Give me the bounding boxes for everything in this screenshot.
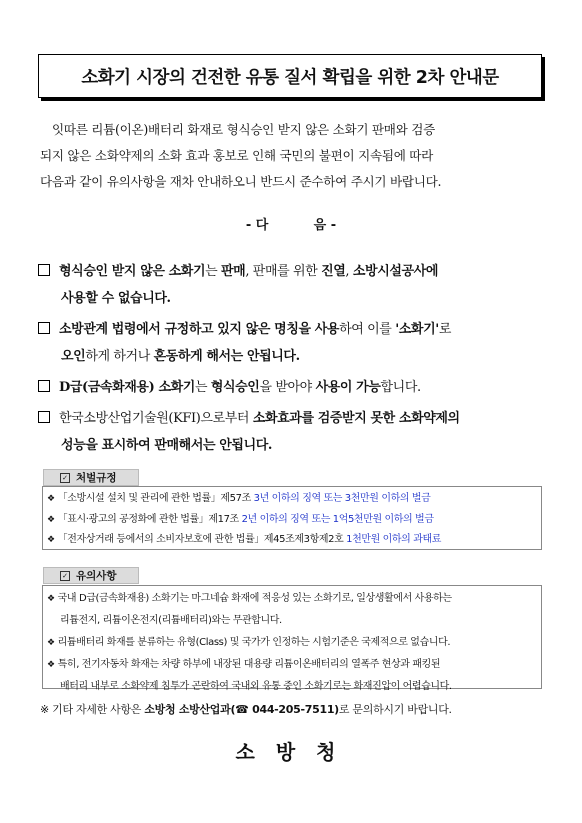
notice-text: 오인 xyxy=(61,349,86,364)
contact-prefix: ※ 기타 자세한 사항은 xyxy=(40,703,145,716)
checkbox-icon: ✓ xyxy=(60,473,70,483)
penalty-label-text: 처벌규정 xyxy=(76,472,117,484)
square-bullet-icon xyxy=(38,264,50,276)
notice-item xyxy=(38,316,548,370)
notice-text: 사용할 수 없습니다. xyxy=(61,291,171,306)
diamond-bullet-icon: ❖ xyxy=(47,660,55,670)
notice-text: , 판매를 위한 xyxy=(245,264,322,279)
notice-text: 형식승인 xyxy=(210,380,260,395)
square-bullet-icon xyxy=(38,411,50,423)
penalty-row xyxy=(47,530,537,551)
notice-text: 형식승인 받지 않은 소화기 xyxy=(59,264,206,279)
penalty-row xyxy=(47,510,537,531)
diamond-bullet-icon: ❖ xyxy=(47,494,55,504)
notice-text: 진열 xyxy=(321,264,346,279)
penalty-row xyxy=(47,489,537,510)
contact-suffix: 로 문의하시기 바랍니다. xyxy=(338,703,452,716)
notice-text: D급(금속화재용) 소화기 xyxy=(59,380,195,395)
diamond-bullet-icon: ❖ xyxy=(47,594,55,604)
notice-line xyxy=(38,343,548,370)
notice-text: 는 xyxy=(194,380,211,395)
notice-text: 합니다. xyxy=(380,380,421,395)
section-heading: - 다 음 - xyxy=(245,218,337,233)
notice-text: 성능을 표시하여 판매해서는 안됩니다. xyxy=(61,438,273,453)
square-bullet-icon xyxy=(38,380,50,392)
square-bullet-icon xyxy=(38,322,50,334)
notice-text: 하여 이를 xyxy=(339,322,396,337)
contact-org: 소방청 소방산업과(☎ 044-205-7511) xyxy=(144,703,339,716)
notice-text: 한국소방산업기술원(KFI)으로부터 xyxy=(59,411,253,426)
note-text: 리튬배터리 화재를 분류하는 유형(Class) 및 국가가 인정하는 시험기준은 국제적으로 없습니다. xyxy=(57,637,451,648)
notice-item xyxy=(38,374,548,401)
penalty-text: 2년 이하의 징역 또는 1억5천만원 이하의 벌금 xyxy=(241,513,434,525)
penalty-box xyxy=(42,486,542,550)
notice-line xyxy=(38,374,548,401)
penalty-text: 3년 이하의 징역 또는 3천만원 이하의 벌금 xyxy=(253,493,431,504)
notice-text: 소방관계 법령에서 규정하고 있지 않은 명칭을 사용 xyxy=(59,322,340,337)
note-row xyxy=(47,588,537,632)
notice-text: 소방시설공사에 xyxy=(352,264,438,279)
law-name: 「표시·광고의 공정화에 관한 법률」제17조 xyxy=(57,513,242,525)
notice-text: 혼동하게 해서는 안됩니다. xyxy=(153,349,300,364)
note-text: 리튬전지, 리튬이온전지(리튬배터리)와는 무관합니다. xyxy=(60,615,282,626)
intro-line: 되지 않은 소화약제의 소화 효과 홍보로 인해 국민의 불편이 지속됨에 따라 xyxy=(40,148,433,163)
document-title xyxy=(38,54,542,98)
note-text: 배터리 내부로 소화약제 침투가 곤란하여 국내외 유통 중인 소화기로는 화재진압이 어렵습니다. xyxy=(60,681,452,692)
notice-text: 을 받아야 xyxy=(259,380,316,395)
penalty-label xyxy=(43,469,139,486)
contact-note xyxy=(40,701,545,717)
intro-line: 다음과 같이 유의사항을 재차 안내하오니 반드시 준수하여 주시기 바랍니다. xyxy=(40,174,442,189)
checkbox-icon: ✓ xyxy=(60,571,70,581)
notice-text: 판매 xyxy=(221,264,246,279)
law-name: 「소방시설 설치 및 관리에 관한 법률」제57조 xyxy=(57,493,254,504)
notice-item xyxy=(38,258,548,312)
diamond-bullet-icon: ❖ xyxy=(47,535,55,545)
penalty-text: 1천만원 이하의 과태료 xyxy=(346,534,441,545)
law-name: 「전자상거래 등에서의 소비자보호에 관한 법률」제45조제3항제2호 xyxy=(57,534,347,545)
notice-text: 하게 하거나 xyxy=(85,349,154,364)
note-text: 특히, 전기자동차 화재는 차량 하부에 내장된 대용량 리튬이온배터리의 열폭주 현상과 패킹된 xyxy=(57,659,441,670)
notice-line xyxy=(38,285,548,312)
note-row xyxy=(47,632,537,654)
notice-text: 소화효과를 검증받지 못한 소화약제의 xyxy=(252,411,460,426)
intro-line: 잇따른 리튬(이온)배터리 화재로 형식승인 받지 않은 소화기 판매와 검증 xyxy=(52,122,435,137)
notes-label xyxy=(43,567,139,584)
note-text: 국내 D급(금속화재용) 소화기는 마그네슘 화재에 적응성 있는 소화기로, 일상생활에서 사용하는 xyxy=(57,593,452,604)
notice-text: 사용이 가능 xyxy=(315,380,381,395)
notes-label-text: 유의사항 xyxy=(76,570,117,582)
note-row xyxy=(47,654,537,698)
title-text: 소화기 시장의 건전한 유통 질서 확립을 위한 2차 안내문 xyxy=(81,67,499,88)
notice-text: 로 xyxy=(438,322,451,337)
notes-box xyxy=(42,585,542,692)
notice-text: 는 xyxy=(205,264,222,279)
notice-line xyxy=(38,316,548,343)
notice-item xyxy=(38,405,548,459)
issuing-agency: 소방청 xyxy=(235,740,357,764)
notice-line xyxy=(38,405,548,432)
diamond-bullet-icon: ❖ xyxy=(47,638,55,648)
notice-text: '소화기' xyxy=(395,322,439,337)
notice-line xyxy=(38,258,548,285)
notice-line xyxy=(38,432,548,459)
notice-text: , xyxy=(345,264,353,279)
diamond-bullet-icon: ❖ xyxy=(47,514,55,525)
intro-paragraph xyxy=(40,117,543,195)
